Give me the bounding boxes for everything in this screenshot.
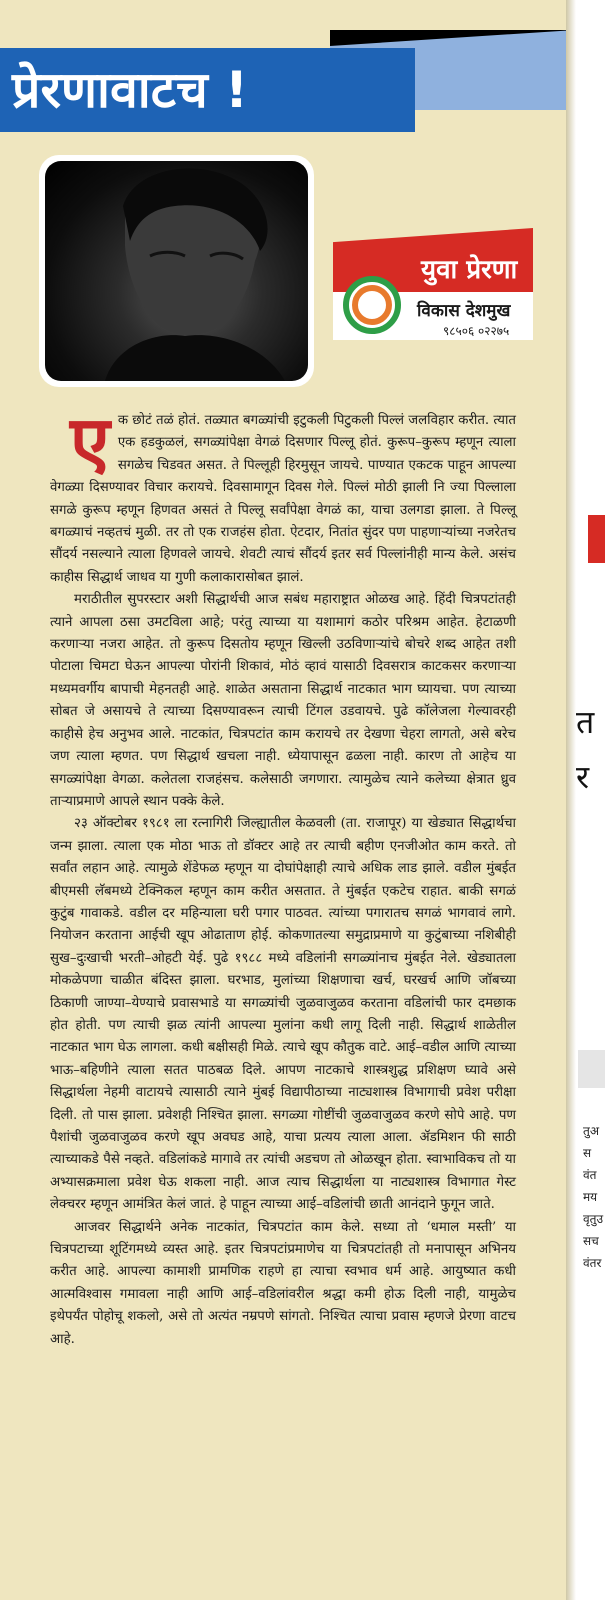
article-paragraph: आजवर सिद्धार्थने अनेक नाटकांत, चित्रपटांत काम केले. सध्या तो ‘धमाल मस्ती’ या चित्रपटाच्या शूटिंगमध्ये व्यस्त आहे. इतर चित्रपटांप्रमाणेच या चित्रपटांतही तो मनापासून अभिनय करीत आहे. आपल्या कामाशी प्रामणिक राहणे हा त्याचा स्वभाव धर्म आहे. आयुष्यात कधी आत्मविश्वास गमावला नाही आणि आई–वडिलांवरील श्रद्धा कमी होऊ दिली नाही, यामुळेच इथेपर्यंत पोहोचू शकलो, असे तो अत्यंत नम्रपणे सांगतो. निश्चित त्याचा प्रवास म्हणजे प्रेरणा वाटच आहे.: [50, 1219, 516, 1347]
banner-accent-dark: [330, 30, 566, 46]
article-paragraph: मराठीतील सुपरस्टार अशी सिद्धार्थची आज सबंध महाराष्ट्रात ओळख आहे. हिंदी चित्रपटांतही त्याने आपला ठसा उमटविला आहे; परंतु त्याच्या या यशामागं कठोर परिश्रम आहेत. हेटाळणी करणाऱ्या नजरा आहेत. तो कुरूप दिसतोय म्हणून खिल्ली उठविणाऱ्यांचे बोचरे शब्द आहेत तशी पोटाला चिमटा घेऊन आपल्या पोरांनी शिकावं, मोठं व्हावं यासाठी दिवसरात्र काटकसर करणाऱ्या मध्यमवर्गीय बापाची मेहनतही आहे. शाळेत असताना सिद्धार्थ नाटकात भाग घ्यायचा. पण त्याच्या सोबत जे असायचे ते त्याच्या दिसण्यावरून त्याची टिंगल उडवायचे. पुढे कॉलेजला गेल्यावरही काहीसे हेच अनुभव आले. नाटकांत, चित्रपटांत काम करायचे तर देखणा चेहरा लागतो, असे बरेच जण त्याला म्हणत. पण सिद्धार्थ खचला नाही. ध्येयापासून ढळला नाही. कारण तो आहेच या सगळ्यांपेक्षा वेगळा. कलेतला राजहंसच. कलेसाठी जगणारा. त्यामुळेच त्याने कलेच्या क्षेत्रात ध्रुव ताऱ्याप्रमाणे आपले स्थान पक्के केले.: [50, 592, 516, 809]
author-phone: ९८५०६ ०२२७५: [443, 324, 510, 338]
adjacent-heading-char: र: [576, 758, 590, 796]
badge-title: युवा प्रेरणा: [421, 255, 518, 285]
target-rings-logo: [343, 276, 401, 334]
column-badge: [333, 228, 533, 340]
author-name: विकास देशमुख: [417, 301, 511, 321]
adjacent-heading-char: त: [576, 703, 595, 741]
article-paragraph: २३ ऑक्टोबर १९८१ ला रत्नागिरी जिल्ह्यातील केळवली (ता. राजापूर) या खेड्यात सिद्धार्थचा जन्म झाला. त्याला एक मोठा भाऊ तो डॉक्टर आहे तर त्याची बहीण एनजीओत काम करते. तो सर्वांत लहान आहे. त्यामुळे शेंडेफळ म्हणून या दोघांपेक्षाही त्याचे अधिक लाड झाले. वडील मुंबईत बीएमसी लॅबमध्ये टेक्निकल म्हणून काम करीत असतात. ते मुंबईत एकटेच राहात. बाकी सगळं कुटुंब गावाकडे. वडील दर महिन्याला घरी पगार पाठवत. त्यांच्या पगारातच सगळं भागवावं लागे. नियोजन करताना आईची खूप ओढाताण होई. कोकणातल्या समुद्राप्रमाणे या कुटुंबाच्या नशिबीही सुख–दुःखाची भरती–ओहटी येई. पुढे १९८८ मध्ये वडिलांनी सगळ्यांनाच मुंबईत नेले. खेड्यातला मोकळेपणा चाळीत बंदिस्त झाला. घरभाड, मुलांच्या शिक्षणाचा खर्च, घरखर्च आणि जॉबच्या ठिकाणी जाण्या–येण्याचे प्रवासभाडे या सगळ्यांची जुळवाजुळव करताना वडिलांची फार दमछाक होत होती. पण त्याची झळ त्यांनी आपल्या मुलांना कधी लागू दिली नाही. सिद्धार्थ शाळेतील नाटकात भाग घेऊ लागला. कधी बक्षीसही मिळे. त्याचे खूप कौतुक वाटे. आई–वडील आणि त्याच्या भाऊ–बहिणीने त्याला सतत पाठबळ दिले. आपण नाटकाचे शास्त्रशुद्ध प्रशिक्षण घ्यावे असे सिद्धार्थला नेहमी वाटायचे त्यासाठी त्याने मुंबई विद्यापीठाच्या नाट्यशास्त्र विभागाची प्रवेश परीक्षा दिली. तो पास झाला. प्रवेशही निश्चित झाला. सगळ्या गोष्टींची जुळवाजुळव करणे सोपे आहे. पण पैशांची जुळवाजुळव करणे खूप अवघड आहे, याचा प्रत्यय त्याला आला. ॲडमिशन फी साठी त्याच्याकडे पैसे नव्हते. वडिलांकडे मागावे तर त्यांची अडचण तो ओळखून होता. स्वाभाविकच तो या अभ्यासक्रमाला प्रवेश घेऊ शकला नाही. आज त्याच सिद्धार्थला या नाट्यशास्त्र विभागात गेस्ट लेक्चरर म्हणून आमंत्रित केलं जातं. हे पाहून त्याच्या आई–वडिलांची छाती आनंदाने फुगून जाते.: [50, 816, 516, 1213]
adjacent-page-edge: [566, 0, 605, 1600]
paragraph-text: क छोटं तळं होतं. तळ्यात बगळ्यांची इटुकली पिटुकली पिल्लं जलविहार करीत. त्यात एक हडकुळलं, सगळ्यांपेक्षा वेगळं दिसणार पिल्लू होतं. कुरूप–कुरूप म्हणून त्याला सगळेच चिडवत असत. ते पिल्लूही हिरमुसून जायचे. पाण्यात एकटक पाहून आपल्या वेगळ्या दिसण्यावर विचार करायचे. दिवसामागून दिवस गेले. पिल्लं मोठी झाली नि ज्या पिल्लाला सगळे कुरूप म्हणून हिणवत असतं ते पिल्लू सर्वांपेक्षा वेगळं का, याचा उलगडा झाला. ते पिल्लू बगळ्याचं नव्हतचं मुळी. तर तो एक राजहंस होता. ऐटदार, नितांत सुंदर पण पाहणाऱ्यांच्या नजरेतच सौंदर्य नसल्याने त्याला हिणवले जायचे. शेवटी त्याचं सौंदर्य इतर सर्व पिल्लांनीही मान्य केले. असंच काहीस सिद्धार्थ जाधव या गुणी कलाकारासोबत झालं.: [50, 413, 516, 585]
article-body: [50, 400, 516, 1351]
adjacent-gray-block: [578, 1050, 605, 1088]
adjacent-column-text: तुअसवंतमयवृतुउसचवंतर: [583, 1124, 604, 1270]
article-paragraph: [50, 400, 516, 589]
portrait-frame: [39, 155, 314, 387]
drop-cap: ए: [70, 400, 110, 484]
portrait-photo-icon: [45, 161, 308, 381]
portrait-silhouette: [45, 161, 308, 381]
page-title: प्रेरणावाटच !: [0, 48, 415, 132]
page-fold-shadow: [566, 0, 576, 1600]
adjacent-red-block: [588, 515, 605, 563]
